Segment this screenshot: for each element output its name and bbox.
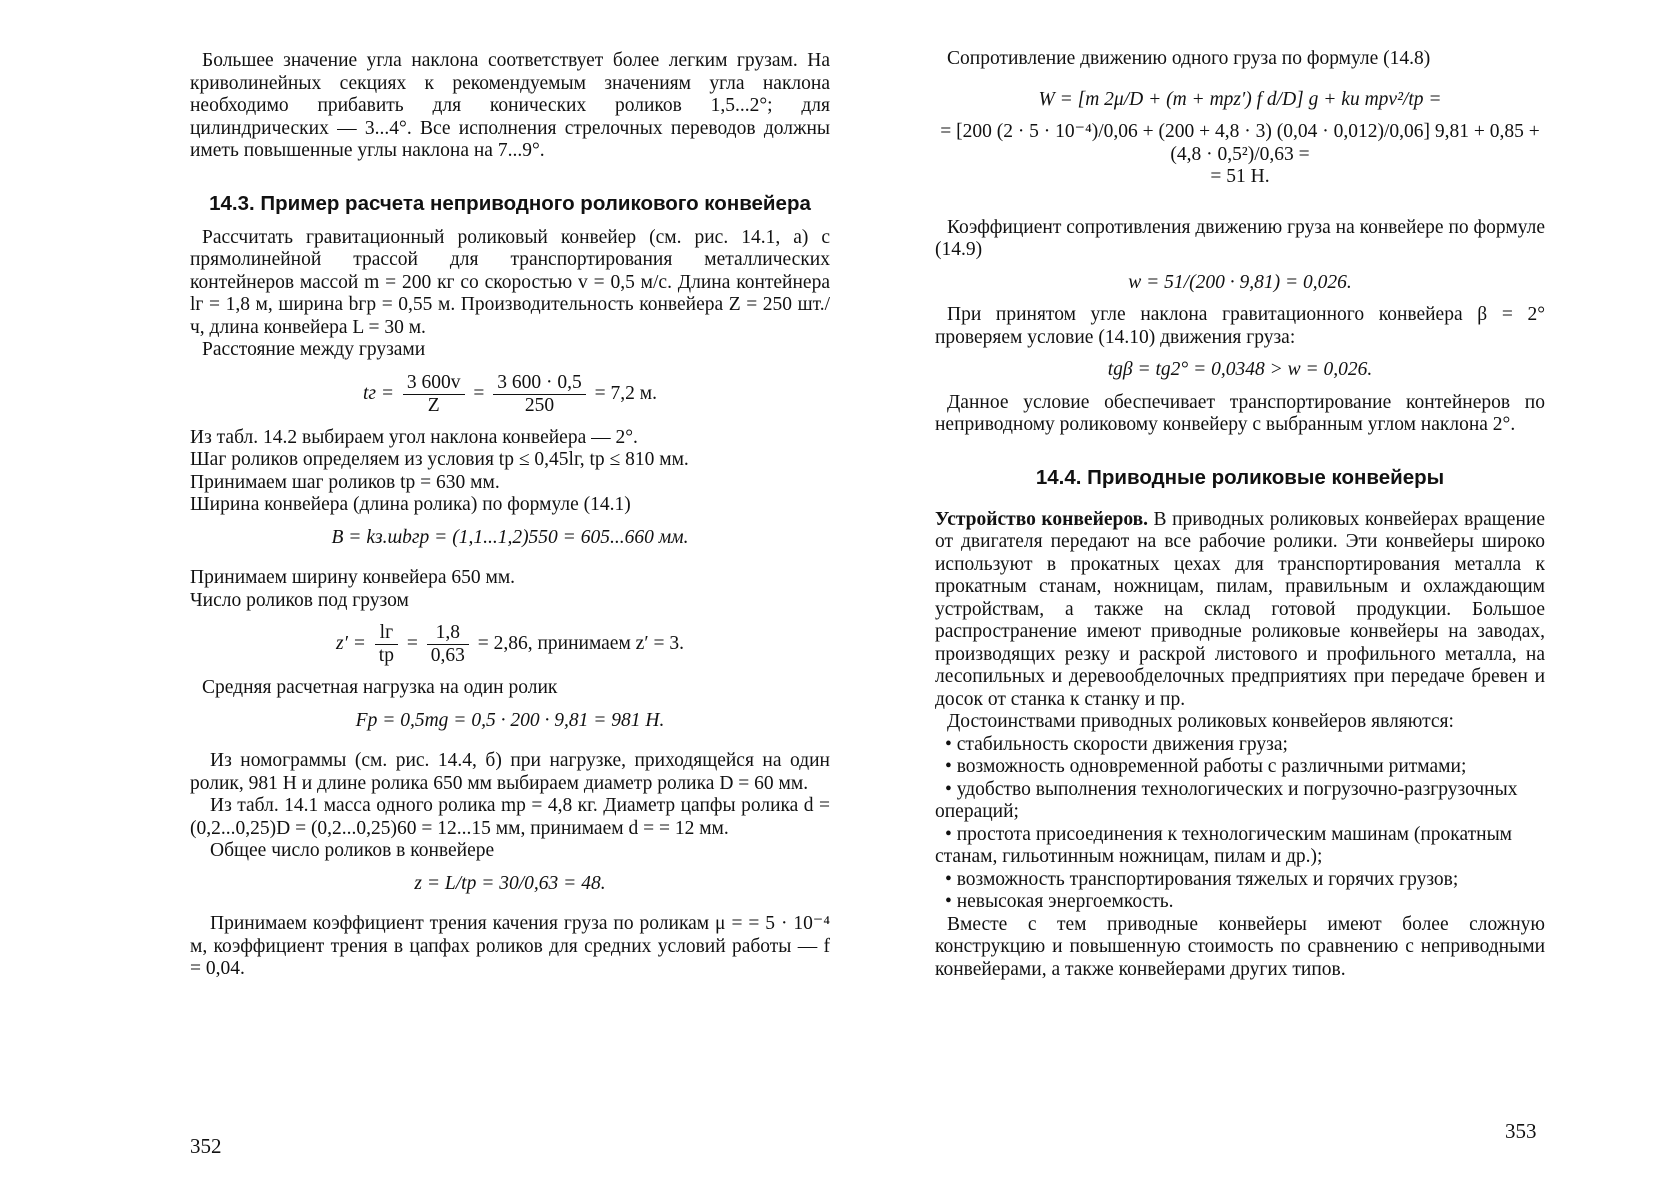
formula-result: = 2,86, принимаем z′ = 3.	[477, 632, 684, 654]
denominator: tр	[378, 645, 394, 666]
paragraph: При принятом угле наклона гравитационного конвейера β = 2° проверяем условие (14.10) движения груза:	[935, 304, 1545, 348]
paragraph: Коэффициент сопротивления движению груза на конвейере по формуле (14.9)	[935, 216, 1545, 260]
formula-load: Fр = 0,5mg = 0,5 · 200 · 9,81 = 981 Н.	[355, 709, 665, 731]
left-page	[190, 50, 830, 981]
numerator: 1,8	[427, 622, 469, 645]
fraction	[493, 372, 586, 417]
paragraph: Из табл. 14.1 масса одного ролика mр = 4,8 кг. Диаметр цапфы ролика d = (0,2...0,25)D = (0,2...0,25)60 = 12...15 мм, принимаем d = = 12 мм.	[190, 795, 830, 839]
paragraph: Ширина конвейера (длина ролика) по формуле (14.1)	[190, 494, 631, 515]
formula-resistance-line1: W = [m 2μ/D + (m + mрz′) f d/D] g + kи mрv²/tр =	[1038, 88, 1442, 110]
denominator: 250	[524, 394, 555, 416]
paragraph: Достоинствами приводных роликовых конвейеров являются:	[947, 711, 1454, 732]
paragraph: Расстояние между грузами	[202, 339, 426, 360]
paragraph: Сопротивление движению одного груза по формуле (14.8)	[947, 48, 1431, 69]
right-page	[935, 48, 1545, 981]
denominator: 0,63	[430, 645, 465, 666]
paragraph: Принимаем шаг роликов tр = 630 мм.	[190, 471, 500, 493]
paragraph	[935, 509, 1545, 712]
formula-coefficient: w = 51/(200 · 9,81) = 0,026.	[1128, 271, 1352, 293]
fraction	[427, 622, 469, 667]
paragraph: Из табл. 14.2 выбираем угол наклона конвейера — 2°.	[190, 426, 638, 448]
page-number: 352	[190, 1134, 222, 1158]
section-heading: 14.3. Пример расчета неприводного роликового конвейера	[209, 191, 811, 215]
formula-resistance-line3: = 51 Н.	[1210, 166, 1270, 187]
section-heading: 14.4. Приводные роликовые конвейеры	[1035, 465, 1445, 489]
paragraph: Рассчитать гравитационный роликовый конвейер (см. рис. 14.1, а) с прямолинейной трассой для транспортирования металлических контейнеров массой m = 200 кг со скоростью v = 0,5 м/с. Длина контейнера lг = 1,8 м, ширина bгр = 0,55 м. Производительность конвейера Z = 250 шт./ч, длина конвейера L = 30 м.	[190, 226, 830, 338]
formula-lhs: tг =	[362, 382, 395, 404]
formula-roller-count: z′ = $\frac{lг}{tр}$ = $\frac{1,8}{0,63}$ = 2,86, принимаем z′ = 3.	[336, 622, 684, 666]
list-item: • невысокая энергоемкость.	[945, 891, 1174, 912]
paragraph: Из номограммы (см. рис. 14.4, б) при нагрузке, приходящейся на один ролик, 981 Н и длине ролика 650 мм выбираем диаметр ролика D = 60 мм.	[190, 750, 830, 794]
numerator: lг	[375, 622, 398, 645]
formula-condition: tgβ = tg2° = 0,0348 > w = 0,026.	[1107, 359, 1373, 380]
run-in-heading: Устройство конвейеров.	[935, 508, 1148, 530]
list-item: • возможность одновременной работы с различными ритмами;	[945, 756, 1467, 777]
list-item: • стабильность скорости движения груза;	[945, 733, 1288, 755]
denominator: Z	[427, 394, 440, 416]
paragraph: Большее значение угла наклона соответствует более легким грузам. На криволинейных секциях к рекомендуемым значениям угла наклона необходимо прибавить для конических роликов 1,5...2°; для цилиндрических — 3...4°. Все исполнения стрелочных переводов должны иметь повышенные углы наклона на 7...9°.	[190, 50, 830, 161]
formula-distance: tг = $\frac{3 600v}{Z}$ = $\frac{3 600 \cdot 0,5}{250}$ = 7,2 м.	[362, 371, 658, 416]
fraction	[403, 372, 465, 417]
numerator: 3 600v	[403, 372, 465, 395]
page-number: 353	[1505, 1119, 1537, 1143]
formula-lhs: z′ =	[336, 632, 366, 654]
paragraph: Средняя расчетная нагрузка на один ролик	[202, 677, 558, 698]
formula-resistance-line2: = [200 (2 · 5 · 10⁻⁴)/0,06 + (200 + 4,8 · 3) (0,04 · 0,012)/0,06] 9,81 + 0,85 + (4,8 · 0,5²)/0,63 =	[940, 121, 1540, 165]
formula-result: = 7,2 м.	[594, 382, 658, 404]
paragraph: Принимаем коэффициент трения качения груза по роликам μ = = 5 · 10⁻⁴ м, коэффициент трения в цапфах роликов для средних условий работы — f = 0,04.	[190, 913, 830, 979]
paragraph: Данное условие обеспечивает транспортирование контейнеров по неприводному роликовому конвейеру с выбранным углом наклона 2°.	[935, 391, 1545, 435]
numerator: 3 600 · 0,5	[493, 372, 586, 395]
formula-width: B = kз.шbгр = (1,1...1,2)550 = 605...660 мм.	[331, 526, 689, 548]
paragraph-text: В приводных роликовых конвейерах вращение от двигателя передают на все рабочие ролики. Эти конвейеры широко используют в прокатных цехах для транспортирования металла к прокатным станам, ножницам, пилам, правильным и охлаждающим устройствам, а также на склад готовой продукции. Большое распространение имеют приводные роликовые конвейеры на заводах, производящих резку и раскрой листового и профильного металла, на лесопильных и деревообделочных предприятиях при передаче бревен и досок от станка к станку и пр.	[935, 508, 1545, 710]
list-item: • возможность транспортирования тяжелых и горячих грузов;	[945, 868, 1459, 890]
fraction	[375, 622, 398, 667]
paragraph: Число роликов под грузом	[190, 589, 409, 611]
paragraph: Принимаем ширину конвейера 650 мм.	[190, 567, 516, 588]
paragraph: Вместе с тем приводные конвейеры имеют более сложную конструкцию и повышенную стоимость по сравнению с неприводными конвейерами, а также конвейерами других типов.	[935, 913, 1545, 980]
paragraph: Шаг роликов определяем из условия tр ≤ 0,45lг, tр ≤ 810 мм.	[190, 449, 689, 470]
list-item: • удобство выполнения технологических и погрузочно-разгрузочных операций;	[935, 778, 1518, 822]
formula-total-rollers: z = L/tр = 30/0,63 = 48.	[414, 872, 606, 894]
paragraph: Общее число роликов в конвейере	[210, 840, 495, 861]
list-item: • простота присоединения к технологическим машинам (прокатным станам, гильотинным ножницам, пилам и др.);	[935, 823, 1513, 867]
